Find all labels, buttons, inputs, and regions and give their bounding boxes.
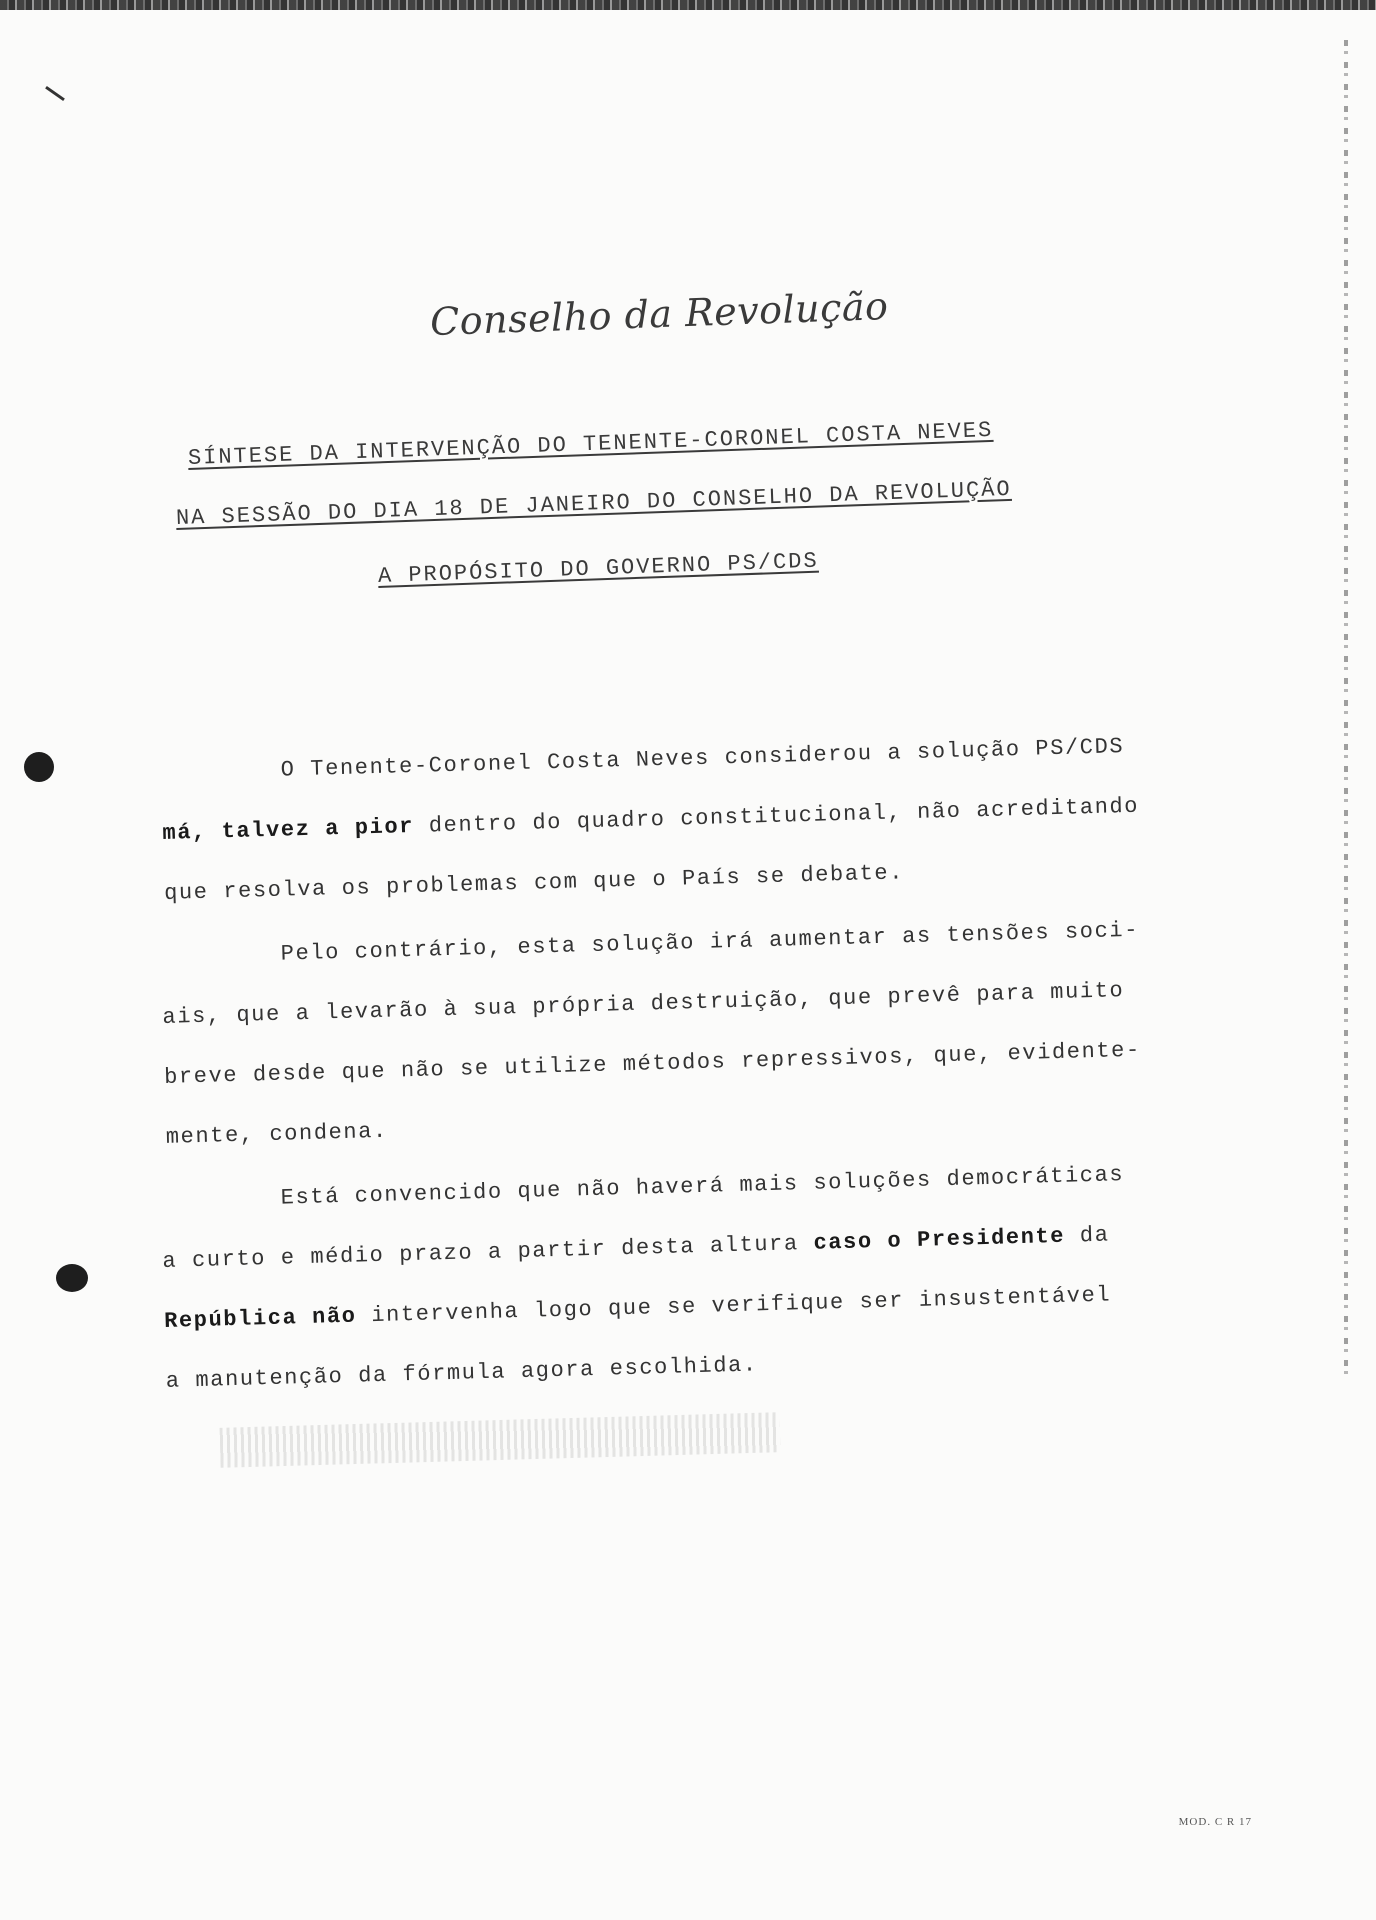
paragraph-1-line-2-rest: dentro do quadro constitucional, não acreditando — [413, 793, 1140, 839]
title-line-1: SÍNTESE DA INTERVENÇÃO DO TENENTE-CORONEL COSTA NEVES — [187, 417, 994, 471]
paragraph-3-line-1: Está convencido que não haverá mais soluções democráticas — [280, 1162, 1125, 1211]
punch-hole-bottom — [56, 1264, 88, 1292]
ink-smudge — [220, 1412, 781, 1468]
paragraph-2-line-4: mente, condena. — [165, 1118, 389, 1150]
corner-mark — [45, 86, 65, 101]
bold-phrase: caso o Presidente — [813, 1223, 1066, 1256]
form-code: MOD. C R 17 — [1178, 1816, 1252, 1828]
paragraph-1-line-3: que resolva os problemas com que o País se debate. — [163, 860, 905, 906]
letterhead: Conselho da Revolução — [429, 284, 890, 344]
paragraph-2-line-1: Pelo contrário, esta solução irá aumentar as tensões soci- — [280, 917, 1140, 967]
paragraph-3 — [160, 1142, 1246, 1412]
scan-edge-top — [0, 0, 1376, 10]
paragraph-3-line-2-end: da — [1064, 1222, 1110, 1249]
paragraph-3-line-4: a manutenção da fórmula agora escolhida. — [165, 1352, 759, 1394]
scan-edge-right — [1344, 40, 1348, 1380]
paragraph-3-line-3-rest: intervenha logo que se verifique ser insustentável — [356, 1282, 1112, 1329]
paragraph-2-line-2: ais, que a levarão à sua própria destruição, que prevê para muito — [162, 978, 1125, 1030]
paragraph-3-line-2-start: a curto e médio prazo a partir desta altura — [162, 1230, 814, 1274]
punch-hole-top — [24, 752, 54, 782]
paragraph-2-line-3: breve desde que não se utilize métodos repressivos, que, evidente- — [163, 1037, 1142, 1090]
bold-phrase: República não — [163, 1303, 357, 1334]
paragraph-1-line-1: O Tenente-Coronel Costa Neves considerou a solução PS/CDS — [280, 734, 1125, 783]
bold-phrase: má, talvez a pior — [162, 813, 415, 846]
paragraph-2 — [160, 898, 1246, 1168]
title-line-2: NA SESSÃO DO DIA 18 DE JANEIRO DO CONSELHO DA REVOLUÇÃO — [175, 476, 1013, 531]
title-line-3: A PROPÓSITO DO GOVERNO PS/CDS — [377, 548, 820, 589]
paragraph-1 — [160, 714, 1245, 924]
